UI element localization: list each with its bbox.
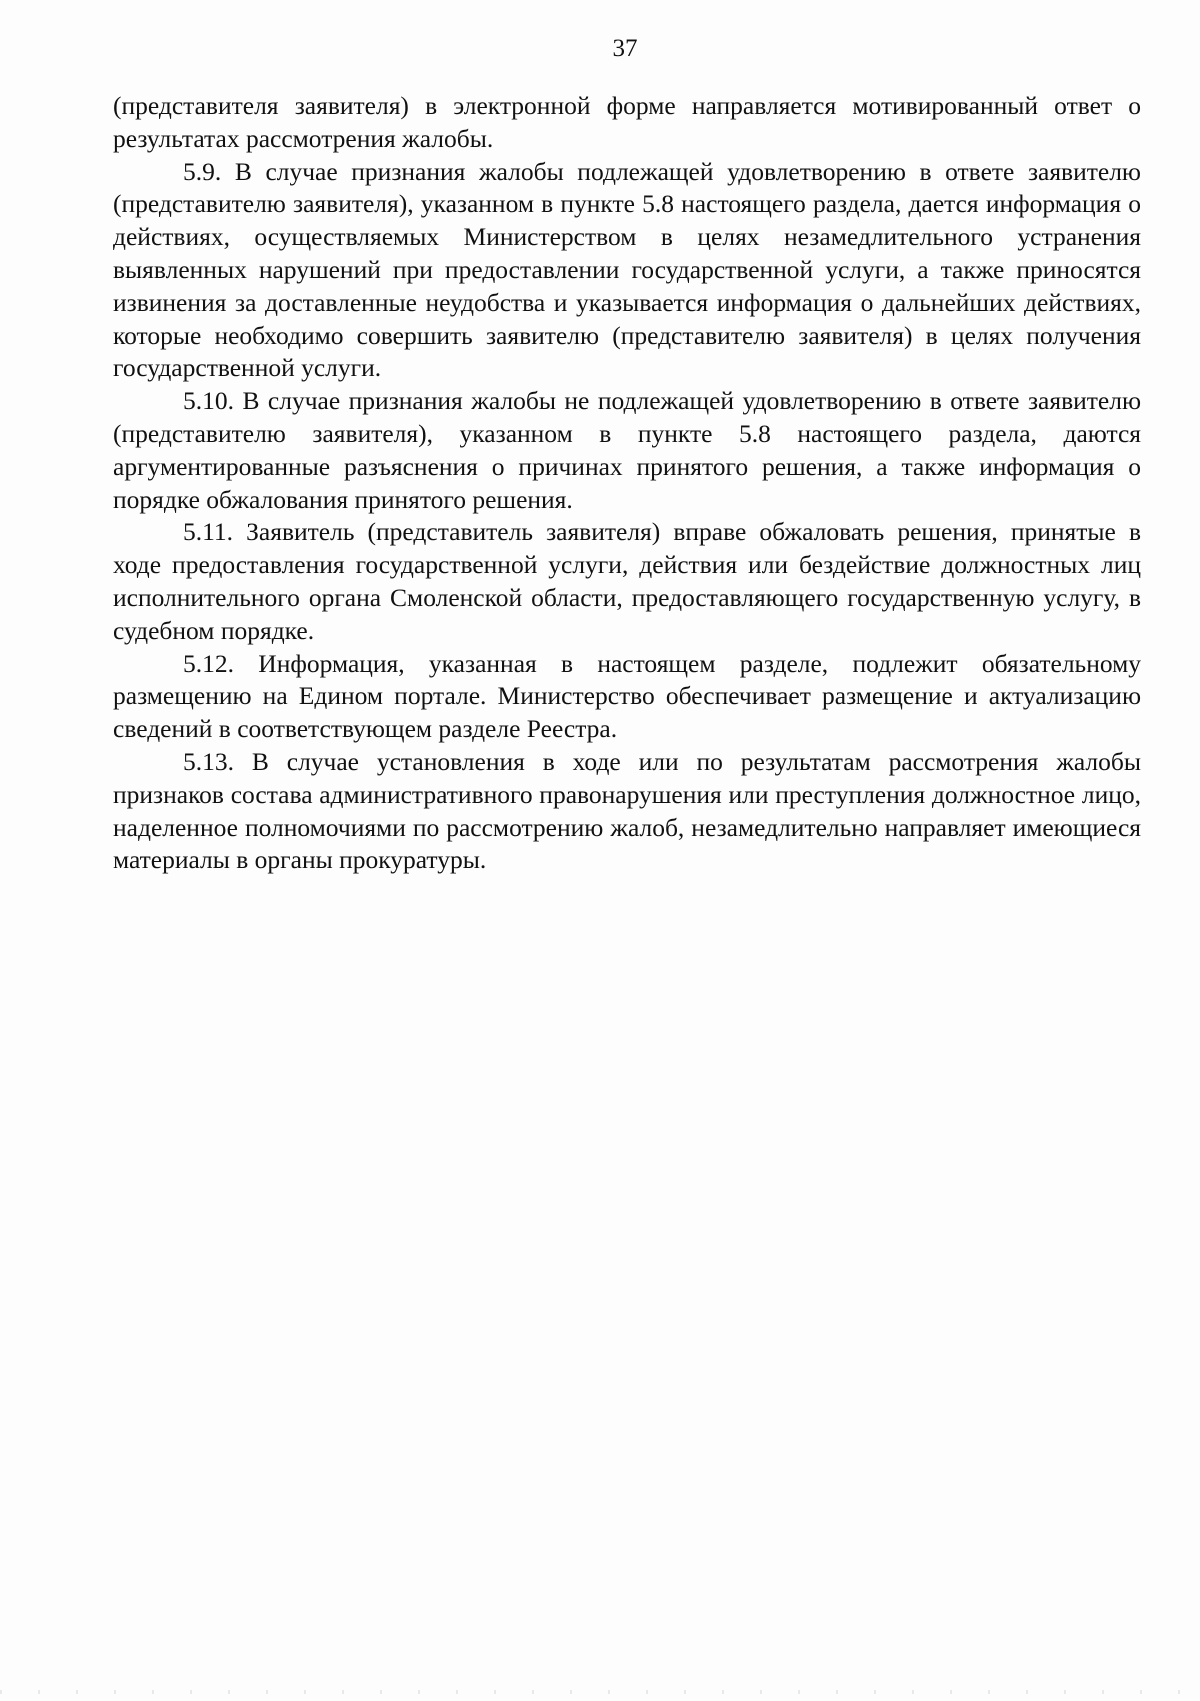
page-number: 37: [612, 35, 638, 62]
paragraph-continuation: (представителя заявителя) в электронной форме направляется мотивированный ответ о результатах рассмотрения жалобы.: [113, 91, 1141, 153]
paragraph-5-12: 5.12. Информация, указанная в настоящем разделе, подлежит обязательному размещению на Едином портале. Министерство обеспечивает размещение и актуализацию сведений в соответствующем разделе Реестра.: [113, 648, 1141, 744]
scan-artifact-dots: [0, 1690, 1200, 1694]
paragraph-5-11: 5.11. Заявитель (представитель заявителя) вправе обжаловать решения, принятые в ходе предоставления государственной услуги, действия или бездействие должностных лиц исполнительного органа Смоленской области, предоставляющего государственную услугу, в судебном порядке.: [113, 517, 1141, 645]
paragraph-5-10: 5.10. В случае признания жалобы не подлежащей удовлетворению в ответе заявителю (представителю заявителя), указанном в пункте 5.8 настоящего раздела, даются аргументированные разъяснения о причинах принятого решения, а также информация о порядке обжалования принятого решения.: [113, 386, 1141, 514]
document-body: [113, 90, 1141, 877]
paragraph-5-9: 5.9. В случае признания жалобы подлежащей удовлетворению в ответе заявителю (представителю заявителя), указанном в пункте 5.8 настоящего раздела, дается информация о действиях, осуществляемых Министерством в целях незамедлительного устранения выявленных нарушений при предоставлении государственной услуги, а также приносятся извинения за доставленные неудобства и указывается информация о дальнейших действиях, которые необходимо совершить заявителю (представителю заявителя) в целях получения государственной услуги.: [113, 156, 1141, 383]
paragraph-5-13: 5.13. В случае установления в ходе или по результатам рассмотрения жалобы признаков состава административного правонарушения или преступления должностное лицо, наделенное полномочиями по рассмотрению жалоб, незамедлительно направляет имеющиеся материалы в органы прокуратуры.: [113, 746, 1141, 875]
